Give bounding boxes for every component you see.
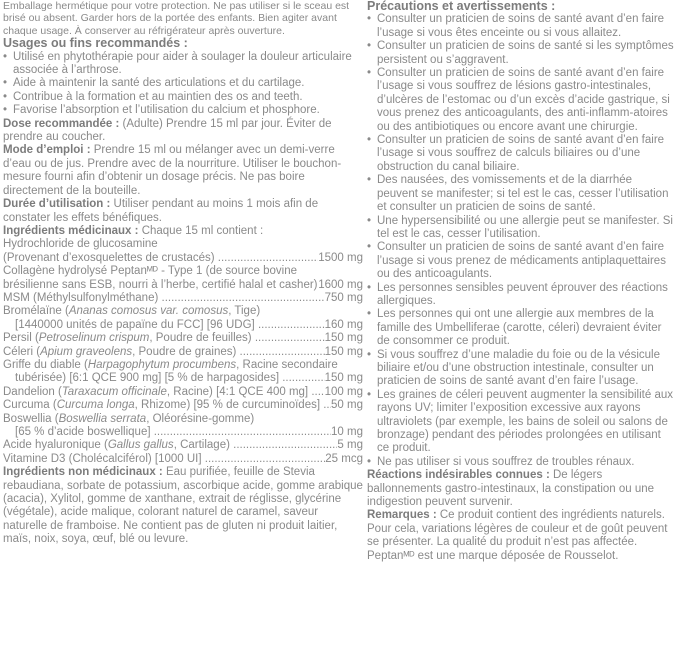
ingredient-bromelain bbox=[3, 319, 363, 332]
ingredient-label: brésilienne sans ESB, nourri à l’herbe, certifié halal et casher) ..... bbox=[3, 279, 318, 292]
ingredient-label: Vitamine D3 (Cholécalciférol) [1000 UI] ..... bbox=[3, 453, 325, 466]
list-item: • Consulter un praticien de soins de santé avant d’en faire l’usage si vous êtes enceinte ou si vous allaitez. bbox=[367, 13, 676, 40]
ingredient-amount: 50 mg bbox=[331, 399, 363, 412]
ingredient-amount: 1600 mg bbox=[318, 278, 363, 291]
list-item: • Consulter un praticien de soins de santé avant d’en faire l’usage si vous prenez de médicaments antiplaquettaires ou des anticoagulants. bbox=[367, 241, 676, 281]
reactions-section bbox=[367, 469, 676, 509]
ingredient-boswellia bbox=[3, 426, 363, 439]
storage-intro: Emballage hermétique pour votre protection. Ne pas utiliser si le sceau est brisé ou absent. Garder hors de la portée des enfants. Bien agiter avant chaque usage. À conserver au réfrigérateur après ouverture. bbox=[3, 0, 350, 37]
mode-text: Prendre 15 ml ou mélanger avec un demi-verre d’eau ou de jus. Prendre avec de la nourriture. Utiliser le bouchon-mesure fourni afin d’obtenir un dosage précis. Ne pas boire directement de la bouteille. bbox=[3, 144, 342, 197]
list-item: • Les personnes sensibles peuvent éprouver des réactions allergiques. bbox=[367, 282, 676, 309]
list-item: • Les graines de céleri peuvent augmenter la sensibilité aux rayons UV; limiter l’exposition excessive aux rayons ultraviolets (par exemple, les bains de soleil ou salons de bronzage) pendant des périodes prolongées en utilisant ce produit. bbox=[367, 389, 676, 456]
dose-text: (Adulte) Prendre 15 ml par jour. Éviter de prendre au coucher. bbox=[3, 117, 332, 144]
duration-heading: Durée d’utilisation : bbox=[3, 198, 111, 211]
ingredient-collagen-name: Collagène hydrolysé Peptanᴹᴰ - Type 1 (de source bovine bbox=[3, 265, 298, 278]
ingredient-label: Persil (Petroselinum crispum, Poudre de feuilles) ..... bbox=[3, 332, 325, 345]
ingredient-celery bbox=[3, 346, 363, 359]
ingredient-label: (Provenant d’exosquelettes de crustacés) ..... bbox=[3, 252, 318, 265]
ingredient-parsley bbox=[3, 332, 363, 345]
list-item: • Utilisé en phytothérapie pour aider à soulager la douleur articulaire associée à l’arthrose. bbox=[3, 51, 363, 78]
list-item: • Consulter un praticien de soins de santé avant d’en faire l’usage si vous souffrez de lésions gastro-intestinales, d’ulcères de l’estomac ou d’un excès d’acide gastrique, si vous prenez des anticoagulants, des anti-inflamm-atoires ou des antibiotiques ou encore avant une chirurgie. bbox=[367, 67, 676, 134]
uses-list bbox=[3, 51, 363, 118]
nonmedicinal-section bbox=[3, 466, 363, 546]
ingredient-label: Curcuma (Curcuma longa, Rhizome) [95 % de curcuminoïdes] ..... bbox=[3, 399, 331, 412]
ingredient-devils-claw bbox=[3, 372, 363, 385]
trademark-note: Peptanᴹᴰ est une marque déposée de Rousselot. bbox=[367, 549, 619, 562]
ingredient-amount: 150 mg bbox=[324, 332, 363, 345]
warnings-heading: Précautions et avertissements : bbox=[367, 0, 556, 13]
ingredient-label: Acide hyaluronique (Gallus gallus, Cartilage) ..... bbox=[3, 439, 337, 452]
ingredient-amount: 160 mg bbox=[324, 318, 363, 331]
medicinal-header bbox=[3, 225, 363, 238]
dose-heading: Dose recommandée : bbox=[3, 117, 120, 130]
list-item: • Consulter un praticien de soins de santé avant d’en faire l’usage si vous souffrez de calculs biliaires ou d’une obstruction du canal biliaire. bbox=[367, 134, 676, 174]
ingredient-hyaluronic bbox=[3, 439, 363, 452]
ingredient-bromelain-name: Bromélaïne (Ananas comosus var. comosus, Tige) bbox=[3, 305, 261, 318]
medicinal-heading: Ingrédients médicinaux : bbox=[3, 224, 139, 237]
ingredient-label: [65 % d’acide boswellique] ..... bbox=[15, 426, 331, 439]
ingredient-glucosamine bbox=[3, 252, 363, 265]
list-item: • Des nausées, des vomissements et de la diarrhée peuvent se manifester; si tel est le cas, cesser l’utilisation et consulter un praticien de soins de santé. bbox=[367, 174, 676, 214]
remarks-section bbox=[367, 509, 676, 549]
ingredient-collagen bbox=[3, 279, 363, 292]
ingredient-amount: 150 mg bbox=[324, 345, 363, 358]
ingredient-curcuma bbox=[3, 399, 363, 412]
remarks-heading: Remarques : bbox=[367, 509, 437, 522]
list-item: • Favorise l’absorption et l’utilisation du calcium et phosphore. bbox=[3, 104, 363, 117]
ingredient-amount: 750 mg bbox=[324, 291, 363, 304]
mode-section bbox=[3, 144, 363, 198]
list-item: • Contribue à la formation et au maintien des os and teeth. bbox=[3, 91, 363, 104]
list-item: • Une hypersensibilité ou une allergie peut se manifester. Si tel est le cas, cesser l’utilisation. bbox=[367, 215, 676, 242]
nonmedicinal-text: Eau purifiée, feuille de Stevia rebaudiana, sorbate de potassium, ascorbique acide, gomme arabique (acacia), Xylitol, gomme de xanthane, extrait de réglisse, glycérine (végétale), acide malique, colorant naturel de caramel, saveur naturelle de framboise. Ne contient pas de gluten ni produit laitier, maïs, noix, soya, œuf, blé ou levure. bbox=[3, 466, 363, 546]
list-item: • Ne pas utiliser si vous souffrez de troubles rénaux. bbox=[367, 456, 676, 469]
uses-heading: Usages ou fins recommandés : bbox=[3, 36, 188, 51]
reactions-text: De légers ballonnements gastro-intestinaux, la constipation ou une indigestion peuvent survenir. bbox=[367, 469, 655, 509]
ingredient-dandelion bbox=[3, 386, 363, 399]
ingredient-amount: 150 mg bbox=[324, 372, 363, 385]
ingredient-amount: 1500 mg bbox=[318, 251, 363, 264]
duration-text: Utiliser pendant au moins 1 mois afin de constater les effets bénéfiques. bbox=[3, 198, 319, 224]
ingredient-msm bbox=[3, 292, 363, 305]
ingredient-label: tubérisée) [6:1 QCE 900 mg] [5 % de harpagosides] ..... bbox=[15, 372, 325, 385]
remarks-text: Ce produit contient des ingrédients naturels. Pour cela, variations légères de couleur et de goût peuvent se présenter. La qualité du produit n’est pas affectée. bbox=[367, 509, 668, 549]
ingredient-amount: 100 mg bbox=[324, 385, 363, 398]
list-item: • Consulter un praticien de soins de santé si les symptômes persistent ou s’aggravent. bbox=[367, 40, 676, 67]
ingredient-label: MSM (Méthylsulfonylméthane) ..... bbox=[3, 292, 325, 305]
list-item: • Les personnes qui ont une allergie aux membres de la famille des Umbelliferae (carotte, céleri) devraient éviter de consommer ce produit. bbox=[367, 308, 676, 348]
dose-section bbox=[3, 118, 363, 145]
ingredient-amount: 10 mg bbox=[331, 426, 363, 438]
ingredient-amount: 5 mg bbox=[337, 439, 363, 452]
nonmedicinal-heading: Ingrédients non médicinaux : bbox=[3, 466, 163, 479]
warnings-list bbox=[367, 13, 676, 469]
ingredient-devils-claw-name: Griffe du diable (Harpagophytum procumbens, Racine secondaire bbox=[3, 358, 338, 371]
ingredient-label: [1440000 unités de papaïne du FCC] [96 UDG] ..... bbox=[15, 319, 325, 332]
ingredient-amount: 25 mcg bbox=[325, 452, 363, 465]
list-item: • Aide à maintenir la santé des articulations et du cartilage. bbox=[3, 77, 363, 90]
ingredient-label: Céleri (Apium graveolens, Poudre de graines) ..... bbox=[3, 346, 325, 359]
reactions-heading: Réactions indésirables connues : bbox=[367, 469, 550, 482]
ingredient-glucosamine-name: Hydrochloride de glucosamine bbox=[3, 238, 158, 251]
duration-section bbox=[3, 198, 363, 225]
mode-heading: Mode d’emploi : bbox=[3, 144, 91, 157]
ingredient-vitamin-d3 bbox=[3, 453, 363, 466]
list-item: • Si vous souffrez d’une maladie du foie ou de la vésicule biliaire et/ou d’une obstruction intestinale, consulter un praticien de soins de santé avant d’en faire l’usage. bbox=[367, 349, 676, 389]
ingredient-boswellia-name: Boswellia (Boswellia serrata, Oléorésine-gomme) bbox=[3, 412, 255, 425]
right-column bbox=[367, 0, 676, 563]
ingredient-label: Dandelion (Taraxacum officinale, Racine) [4:1 QCE 400 mg] ..... bbox=[3, 386, 325, 399]
medicinal-intro: Chaque 15 ml contient : bbox=[141, 224, 264, 237]
left-column bbox=[3, 0, 363, 547]
